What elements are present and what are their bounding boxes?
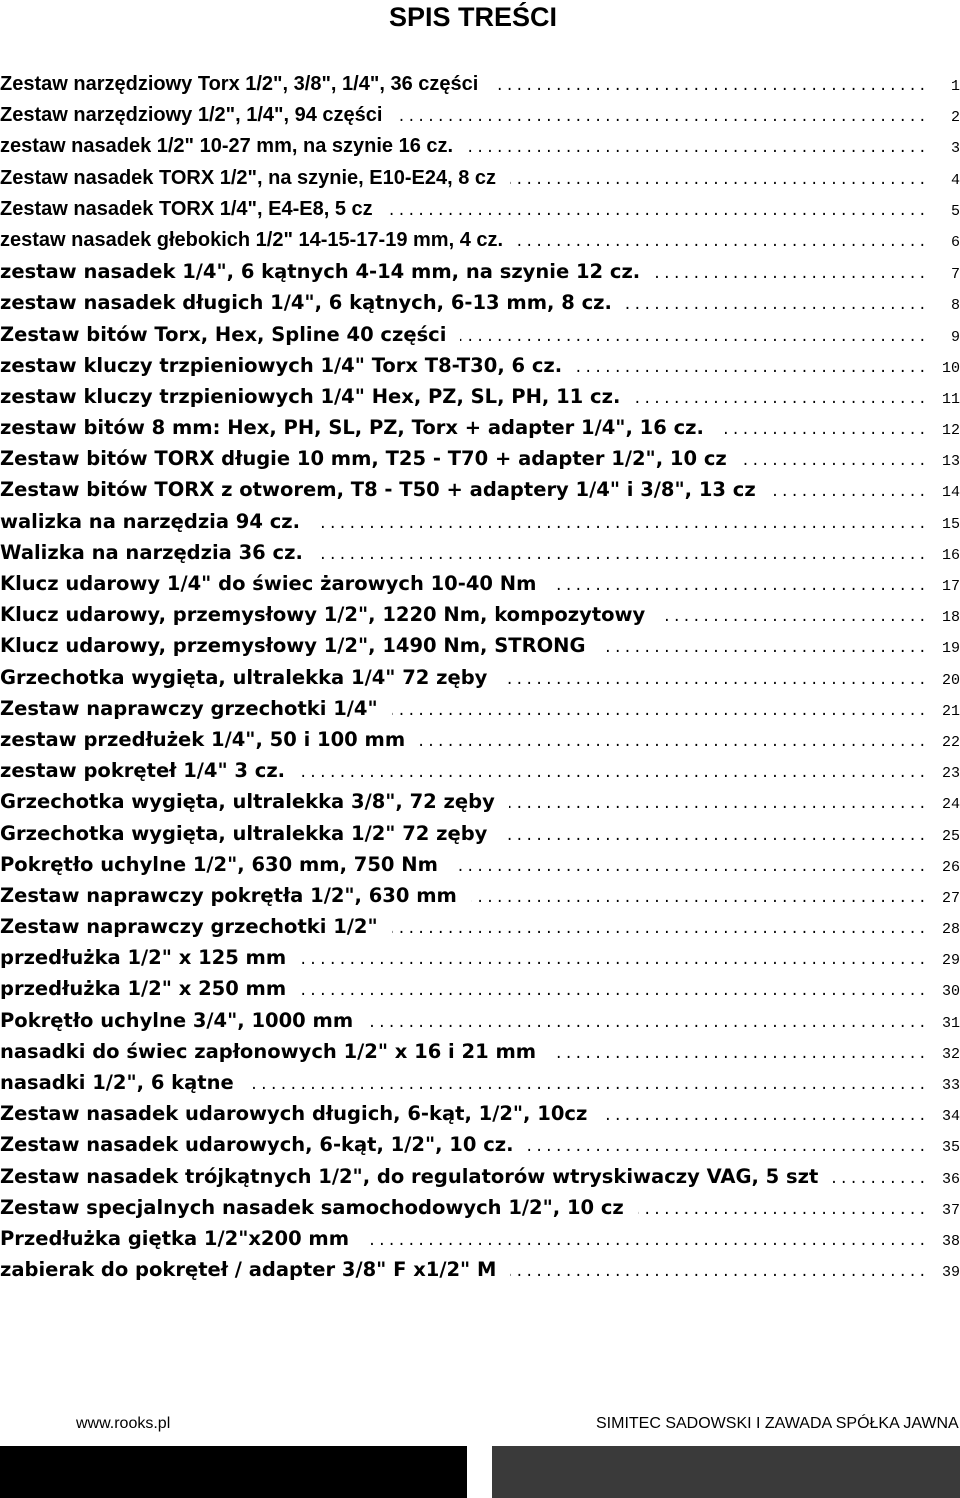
toc-dot-leader — [517, 234, 928, 250]
toc-dot-leader — [248, 1077, 928, 1093]
toc-page-number: 28 — [941, 921, 960, 939]
toc-dot-leader — [299, 765, 928, 781]
toc-page-number: 37 — [941, 1201, 960, 1219]
toc-entry[interactable] — [0, 1223, 960, 1254]
toc-entry[interactable] — [0, 818, 960, 849]
toc-entry-title: Grzechotka wygięta, ultralekka 1/4" 72 zęby — [0, 665, 488, 689]
toc-dot-leader — [509, 796, 928, 812]
toc-entry[interactable] — [0, 786, 960, 817]
toc-dot-leader — [387, 203, 928, 219]
toc-entry[interactable] — [0, 1036, 960, 1067]
toc-page-number: 36 — [941, 1170, 960, 1188]
toc-page-number: 17 — [941, 578, 960, 595]
toc-entry-title: zestaw pokręteł 1/4" 3 cz. — [0, 759, 286, 783]
toc-page-number: 19 — [941, 640, 960, 658]
toc-entry-title: Walizka na narzędzia 36 cz. — [0, 540, 303, 564]
toc-page-number: 32 — [941, 1045, 960, 1063]
toc-entry-title: Pokrętło uchylne 1/2", 630 mm, 750 Nm — [0, 852, 438, 876]
toc-entry-title: zestaw bitów 8 mm: Hex, PH, SL, PZ, Torx + adapter 1/4", 16 cz. — [0, 416, 704, 440]
toc-entry-title: Zestaw narzędziowy 1/2", 1/4", 94 części — [0, 104, 383, 127]
toc-dot-leader — [601, 1108, 928, 1124]
toc-dot-leader — [467, 140, 928, 156]
table-of-contents — [0, 69, 960, 1285]
toc-dot-leader — [367, 1015, 928, 1031]
toc-dot-leader — [550, 1046, 928, 1062]
toc-page-number: 30 — [941, 983, 960, 1001]
toc-entry-title: Zestaw nasadek TORX 1/4", E4-E8, 5 cz — [0, 197, 373, 220]
toc-page-number: 1 — [950, 78, 960, 95]
toc-page-number: 18 — [941, 609, 960, 627]
toc-dot-leader — [832, 1171, 928, 1187]
toc-page-number: 24 — [941, 796, 960, 814]
toc-entry[interactable] — [0, 880, 960, 911]
toc-dot-leader — [600, 640, 928, 656]
toc-page-number: 9 — [950, 328, 960, 346]
toc-page-number: 27 — [941, 889, 960, 907]
toc-entry[interactable] — [0, 693, 960, 724]
toc-page-number: 8 — [950, 297, 960, 315]
toc-entry[interactable] — [0, 911, 960, 942]
toc-dot-leader — [770, 484, 928, 500]
toc-entry-title: zabierak do pokręteł / adapter 3/8" F x1/2" M — [0, 1258, 497, 1282]
toc-page-number: 13 — [941, 453, 960, 471]
toc-dot-leader — [654, 266, 928, 282]
toc-page-number: 33 — [941, 1077, 960, 1094]
toc-entry[interactable] — [0, 69, 960, 100]
toc-entry-title: Przedłużka giętka 1/2"x200 mm — [0, 1226, 350, 1250]
toc-entry[interactable] — [0, 849, 960, 880]
toc-page-number: 14 — [941, 484, 960, 502]
toc-dot-leader — [460, 329, 928, 345]
footer-website-link[interactable]: www.rooks.pl — [76, 1415, 171, 1432]
toc-entry[interactable] — [0, 1254, 960, 1285]
toc-entry-title: Zestaw bitów Torx, Hex, Spline 40 części — [0, 322, 447, 346]
toc-entry-title: Zestaw nasadek trójkątnych 1/2", do regulatorów wtryskiwaczy VAG, 5 szt — [0, 1164, 819, 1188]
toc-entry[interactable] — [0, 1005, 960, 1036]
toc-entry-title: zestaw przedłużek 1/4", 50 i 100 mm — [0, 727, 406, 751]
toc-page-number: 39 — [941, 1264, 960, 1282]
toc-page-number: 34 — [941, 1108, 960, 1126]
toc-entry-title: Zestaw nasadek TORX 1/2", na szynie, E10-E24, 8 cz — [0, 166, 497, 189]
toc-page-number: 31 — [941, 1014, 960, 1032]
toc-entry[interactable] — [0, 973, 960, 1004]
toc-entry[interactable] — [0, 131, 960, 162]
toc-page-number: 12 — [941, 422, 960, 440]
toc-entry-title: przedłużka 1/2" x 125 mm — [0, 946, 287, 970]
toc-entry-title: Zestaw bitów TORX z otworem, T8 - T50 + adaptery 1/4" i 3/8", 13 cz — [0, 478, 756, 502]
toc-dot-leader — [741, 453, 928, 469]
footer-company-name: SIMITEC SADOWSKI I ZAWADA SPÓŁKA JAWNA — [596, 1415, 959, 1432]
toc-dot-leader — [419, 734, 928, 750]
toc-dot-leader — [396, 109, 928, 125]
toc-entry[interactable] — [0, 1192, 960, 1223]
toc-entry[interactable] — [0, 662, 960, 693]
toc-page-number: 38 — [941, 1232, 960, 1250]
footer-bar-left — [0, 1446, 467, 1498]
page-title: SPIS TREŚCI — [388, 2, 558, 32]
toc-entry-title: zestaw kluczy trzpieniowych 1/4" Torx T8-T30, 6 cz. — [0, 353, 563, 377]
toc-entry[interactable] — [0, 381, 960, 412]
toc-entry-title: Zestaw narzędziowy Torx 1/2", 3/8", 1/4", 36 części — [0, 73, 479, 95]
toc-entry[interactable] — [0, 506, 960, 537]
toc-dot-leader — [363, 1233, 928, 1249]
toc-entry-title: Zestaw nasadek udarowych, 6-kąt, 1/2", 10 cz. — [0, 1133, 514, 1157]
toc-entry-title: zestaw nasadek 1/2" 10-27 mm, na szynie 16 cz. — [0, 135, 454, 158]
toc-page-number: 2 — [950, 109, 960, 127]
toc-dot-leader — [528, 1139, 928, 1155]
toc-dot-leader — [471, 890, 928, 906]
toc-page-number: 35 — [941, 1139, 960, 1157]
toc-entry[interactable] — [0, 942, 960, 973]
toc-dot-leader — [300, 983, 928, 999]
toc-page-number: 5 — [950, 202, 960, 220]
toc-dot-leader — [314, 516, 928, 532]
toc-page-number: 26 — [941, 858, 960, 876]
toc-page-number: 20 — [941, 671, 960, 689]
toc-dot-leader — [501, 828, 928, 844]
toc-dot-leader — [576, 360, 928, 376]
toc-entry-title: Zestaw naprawczy pokrętła 1/2", 630 mm — [0, 883, 457, 907]
toc-page-number: 6 — [950, 233, 960, 251]
toc-dot-leader — [718, 422, 928, 438]
toc-dot-leader — [510, 1264, 928, 1280]
toc-entry-title: Klucz udarowy, przemysłowy 1/2", 1490 Nm, STRONG — [0, 634, 586, 658]
toc-dot-leader — [392, 703, 928, 719]
toc-entry-title: Klucz udarowy 1/4" do świec żarowych 10-40 Nm — [0, 572, 537, 595]
toc-entry[interactable] — [0, 755, 960, 786]
toc-entry[interactable] — [0, 630, 960, 661]
toc-entry[interactable] — [0, 100, 960, 131]
toc-entry[interactable] — [0, 256, 960, 287]
toc-entry[interactable] — [0, 287, 960, 318]
toc-dot-leader — [317, 547, 928, 563]
toc-entry[interactable] — [0, 225, 960, 256]
toc-dot-leader — [452, 859, 928, 875]
toc-entry-title: Pokrętło uchylne 3/4", 1000 mm — [0, 1008, 354, 1032]
toc-dot-leader — [392, 921, 928, 937]
toc-dot-leader — [501, 672, 928, 688]
toc-entry[interactable] — [0, 319, 960, 350]
toc-page-number: 16 — [941, 546, 960, 564]
toc-entry[interactable] — [0, 537, 960, 568]
toc-entry[interactable] — [0, 599, 960, 630]
toc-page-number: 23 — [941, 765, 960, 783]
toc-entry-title: Zestaw bitów TORX długie 10 mm, T25 - T70 + adapter 1/2", 10 cz — [0, 447, 727, 471]
toc-page-number: 22 — [941, 733, 960, 751]
toc-entry[interactable] — [0, 412, 960, 443]
toc-dot-leader — [550, 578, 928, 594]
toc-entry[interactable] — [0, 1161, 960, 1192]
toc-entry-title: zestaw kluczy trzpieniowych 1/4" Hex, PZ, SL, PH, 11 cz. — [0, 384, 621, 408]
toc-page-number: 7 — [950, 266, 960, 284]
toc-page-number: 15 — [941, 515, 960, 533]
toc-entry[interactable] — [0, 724, 960, 755]
toc-dot-leader — [492, 78, 928, 94]
toc-entry-title: Zestaw naprawczy grzechotki 1/2" — [0, 915, 378, 939]
toc-page-number: 4 — [950, 171, 960, 189]
toc-page-number: 25 — [941, 827, 960, 845]
toc-entry[interactable] — [0, 1129, 960, 1160]
toc-entry-title: Grzechotka wygięta, ultralekka 1/2" 72 zęby — [0, 821, 488, 845]
toc-entry-title: Grzechotka wygięta, ultralekka 3/8", 72 zęby — [0, 790, 495, 814]
footer-bar-right — [492, 1446, 960, 1498]
toc-entry-title: Klucz udarowy, przemysłowy 1/2", 1220 Nm, kompozytowy — [0, 603, 646, 627]
toc-dot-leader — [626, 297, 928, 313]
toc-dot-leader — [638, 1202, 928, 1218]
toc-entry-title: Zestaw naprawczy grzechotki 1/4" — [0, 696, 378, 720]
toc-entry[interactable] — [0, 443, 960, 474]
toc-page-number: 3 — [950, 140, 960, 158]
toc-dot-leader — [659, 609, 928, 625]
toc-entry-title: zestaw nasadek 1/4", 6 kątnych 4-14 mm, na szynie 12 cz. — [0, 260, 641, 284]
toc-dot-leader — [634, 391, 928, 407]
toc-entry-title: nasadki 1/2", 6 kątne — [0, 1071, 234, 1094]
toc-dot-leader — [510, 172, 928, 188]
toc-entry[interactable] — [0, 1098, 960, 1129]
toc-entry[interactable] — [0, 163, 960, 194]
toc-page-number: 10 — [941, 359, 960, 377]
toc-dot-leader — [300, 952, 928, 968]
toc-entry[interactable] — [0, 350, 960, 381]
toc-page-number: 29 — [941, 952, 960, 970]
toc-page-number: 11 — [941, 390, 960, 408]
toc-entry-title: walizka na narzędzia 94 cz. — [0, 509, 301, 533]
toc-entry[interactable] — [0, 474, 960, 505]
toc-entry-title: przedłużka 1/2" x 250 mm — [0, 977, 287, 1001]
toc-entry-title: nasadki do świec zapłonowych 1/2" x 16 i 21 mm — [0, 1039, 537, 1063]
toc-entry[interactable] — [0, 1067, 960, 1098]
toc-entry[interactable] — [0, 194, 960, 225]
toc-entry[interactable] — [0, 568, 960, 599]
toc-entry-title: Zestaw nasadek udarowych długich, 6-kąt, 1/2", 10cz — [0, 1102, 588, 1126]
toc-entry-title: zestaw nasadek głebokich 1/2" 14-15-17-19 mm, 4 cz. — [0, 228, 504, 251]
toc-page-number: 21 — [941, 702, 960, 720]
toc-entry-title: zestaw nasadek długich 1/4", 6 kątnych, 6-13 mm, 8 cz. — [0, 291, 612, 315]
toc-entry-title: Zestaw specjalnych nasadek samochodowych 1/2", 10 cz — [0, 1195, 624, 1219]
